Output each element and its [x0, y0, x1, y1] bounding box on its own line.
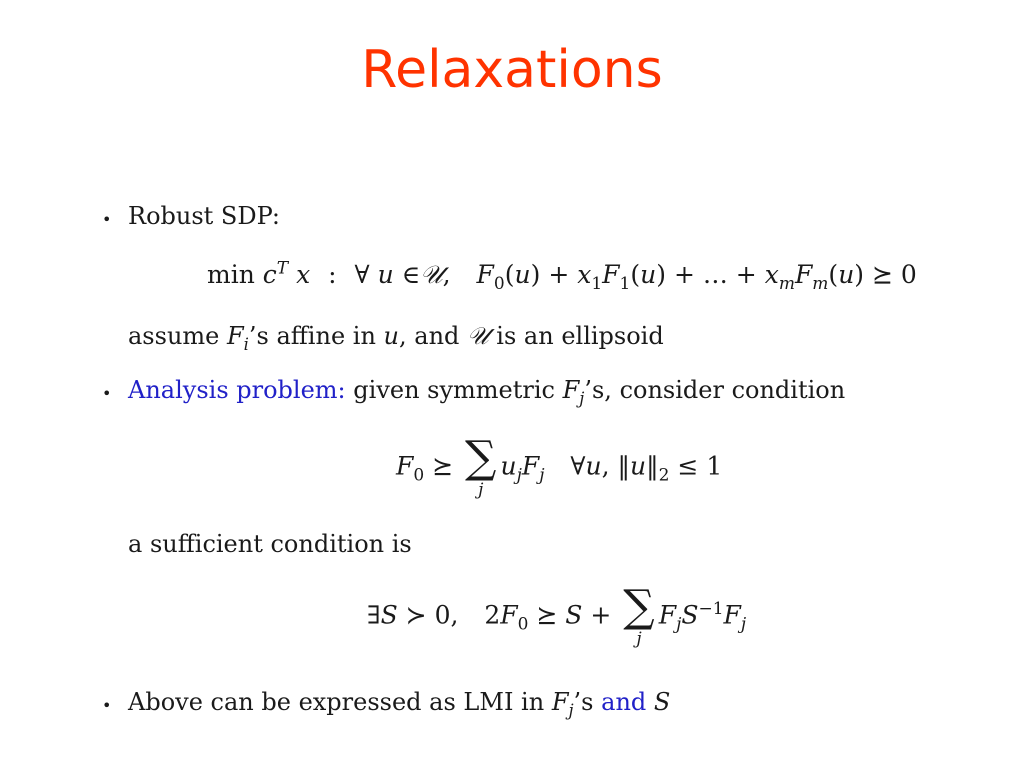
eq1-u2: u	[514, 260, 531, 289]
eq2-sum	[465, 432, 497, 500]
eq1-dots: …	[702, 260, 728, 289]
eq3-S2: S	[565, 600, 583, 630]
eq3-sum-index: j	[636, 629, 642, 649]
eq2-leq: ≤	[677, 451, 699, 481]
bullet-2-glyph: •	[102, 384, 112, 403]
eq1-comma: ,	[442, 260, 451, 289]
eq2-sub-j1: j	[516, 465, 522, 486]
eq1-plus1: +	[548, 260, 570, 289]
sufficient-condition-equation	[367, 581, 747, 649]
eq2-sum-index: j	[478, 480, 484, 500]
eq3-sub-j1: j	[676, 614, 682, 635]
eq2-comma: ,	[601, 451, 610, 481]
eq1-x: x	[296, 260, 311, 289]
bullet-1-text: Robust SDP:	[128, 202, 280, 230]
eq1-lp2: (	[630, 260, 641, 289]
note-part-1: assume	[128, 322, 220, 350]
eq3-S3: S	[681, 600, 699, 630]
eq2-sub-2: 2	[658, 465, 670, 486]
bullet-1-glyph: •	[102, 210, 112, 229]
eq1-min: min	[207, 260, 255, 289]
eq2-F: F	[396, 451, 414, 481]
note-U: 𝒰	[467, 322, 489, 350]
eq1-x1: x	[577, 260, 592, 289]
eq3-S: S	[380, 600, 398, 630]
eq3-exists: ∃	[367, 600, 381, 630]
eq2-u: u	[500, 451, 517, 481]
note-part-2: ’s affine in	[248, 322, 376, 350]
eq3-sum	[623, 581, 655, 649]
eq3-succeq: ⪰	[536, 600, 558, 630]
eq1-plus3: +	[735, 260, 757, 289]
eq1-sub-0: 0	[493, 274, 505, 294]
bullet-1-note	[128, 322, 664, 354]
eq3-Fj: F	[658, 600, 677, 630]
eq2-succeq: ⪰	[432, 451, 454, 481]
slide-title: Relaxations	[361, 40, 663, 100]
eq3-two: 2	[484, 600, 501, 630]
eq1-sub-1: 1	[591, 274, 603, 294]
eq1-sub-m: m	[778, 274, 795, 294]
eq1-u4: u	[838, 260, 855, 289]
note-u: u	[383, 322, 400, 350]
eq2-one: 1	[706, 451, 723, 481]
eq1-sub-m2: m	[812, 274, 829, 294]
eq2-forall: ∀	[570, 451, 586, 481]
eq1-succeq: ⪰	[872, 260, 893, 289]
eq2-norm-left: ‖	[617, 451, 631, 481]
bullet-2-part-1: given symmetric	[353, 376, 555, 404]
eq1-forall: ∀	[354, 260, 370, 289]
eq3-succ: ≻	[405, 600, 427, 630]
eq1-plus2: +	[673, 260, 695, 289]
note-F: F	[227, 322, 244, 350]
bullet-3-and: and	[601, 688, 647, 716]
eq1-F0: F	[476, 260, 494, 289]
eq1-rp3: )	[854, 260, 865, 289]
eq1-rp: )	[530, 260, 541, 289]
eq1-lp: (	[504, 260, 515, 289]
eq3-zero: 0	[434, 600, 451, 630]
eq2-u3: u	[630, 451, 647, 481]
sufficient-condition-text: a sufficient condition is	[128, 530, 412, 558]
eq1-F1: F	[602, 260, 620, 289]
eq3-sub-j2: j	[740, 614, 747, 635]
eq2-norm-right: ‖	[646, 451, 659, 481]
eq1-in: ∈	[401, 260, 421, 289]
eq3-F0: F	[500, 600, 518, 630]
eq1-T: T	[276, 258, 289, 279]
eq2-Fj: F	[521, 451, 540, 481]
note-part-4: is an ellipsoid	[496, 322, 664, 350]
eq2-sub-0: 0	[413, 465, 425, 486]
eq2-u2: u	[585, 451, 602, 481]
eq3-sub-0: 0	[517, 614, 529, 635]
analysis-problem-label: Analysis problem:	[128, 376, 346, 404]
bullet-2-sub-j: j	[579, 388, 585, 408]
analysis-condition-equation	[396, 432, 723, 500]
bullet-2-F: F	[562, 376, 580, 404]
bullet-3-part-1: Above can be expressed as LMI in	[128, 688, 545, 716]
note-sub-i: i	[243, 334, 249, 354]
bullet-2-text	[128, 376, 846, 408]
eq3-Fj2: F	[723, 600, 741, 630]
eq1-rp2: )	[656, 260, 666, 289]
eq1-u3: u	[640, 260, 657, 289]
robust-sdp-equation	[207, 258, 917, 294]
bullet-2-part-2: ’s, consider condition	[584, 376, 846, 404]
eq2-sum-symbol: ∑	[465, 432, 497, 483]
eq1-rhs: 0	[900, 260, 917, 289]
eq1-colon: :	[328, 260, 337, 289]
eq3-sup-minus-one: −1	[698, 599, 724, 620]
eq3-sum-symbol: ∑	[623, 581, 655, 632]
bullet-3-glyph: •	[102, 696, 112, 715]
bullet-3-part-2: ’s	[573, 688, 594, 716]
bullet-3-sub-j: j	[568, 700, 574, 720]
bullet-3-text	[128, 688, 671, 720]
eq3-plus: +	[590, 600, 612, 630]
eq2-sub-j2: j	[539, 465, 545, 486]
note-part-3: , and	[399, 322, 460, 350]
bullet-3-S: S	[653, 688, 671, 716]
eq1-c: c	[262, 260, 277, 289]
eq3-comma: ,	[450, 600, 459, 630]
eq1-Fm: F	[794, 260, 813, 289]
eq1-u: u	[377, 260, 394, 289]
eq1-U: 𝒰	[420, 260, 443, 289]
eq1-sub-1b: 1	[619, 274, 631, 294]
eq1-xm: x	[764, 260, 779, 289]
bullet-3-F: F	[551, 688, 569, 716]
eq1-lp3: (	[828, 260, 839, 289]
